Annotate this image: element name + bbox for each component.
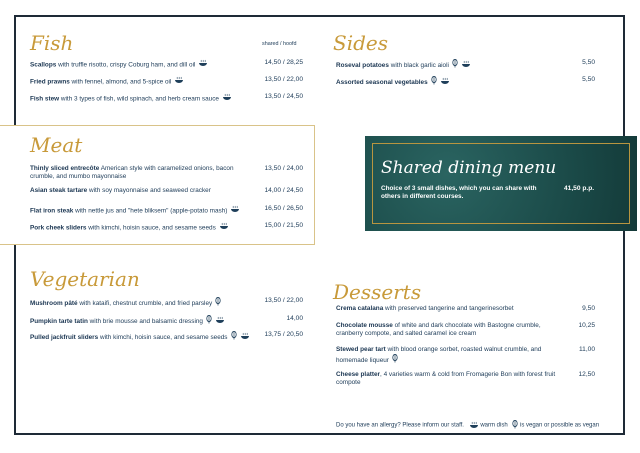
dish-name: Fried prawns <box>30 78 70 86</box>
dish-price: 13,50 / 22,00 <box>264 76 303 83</box>
allergy-text: Do you have an allergy? Please inform our staff. <box>336 422 464 429</box>
dish-name: Pulled jackfruit sliders <box>30 333 99 341</box>
sides-item <box>336 76 566 88</box>
sides-heading: Sides <box>333 31 388 55</box>
dish-description: with blood orange sorbet, roasted walnut crumble, and homemade liqueur <box>336 346 542 364</box>
dish-name: Fish stew <box>30 95 60 103</box>
vegetarian-item <box>30 331 250 343</box>
dish-price: 5,50 <box>582 76 595 83</box>
dish-description: of white and dark chocolate with Bastogne crumble, cranberry compote, and salted caramel ice cream <box>336 322 541 338</box>
dish-price: 16,50 / 26,50 <box>264 205 303 212</box>
vegan-leaf-icon <box>392 354 398 366</box>
fish-heading: Fish <box>30 31 74 55</box>
dish-price: 13,50 / 24,00 <box>264 165 303 172</box>
warm-dish-icon <box>440 77 450 88</box>
dish-name: Stewed pear tart <box>336 346 386 353</box>
vegan-leaf-icon <box>452 59 458 71</box>
meat-item <box>30 222 258 233</box>
warm-dish-icon <box>174 76 184 87</box>
vegetarian-section <box>30 268 140 290</box>
meat-heading: Meat <box>30 133 83 157</box>
dish-name: Flat iron steak <box>30 207 74 215</box>
dish-description: with nettle jus and "hete bliksem" (apple-potato mash) <box>73 207 228 215</box>
dish-description: with kimchi, hoisin sauce, and sesame seeds <box>98 333 228 341</box>
dish-description: with preserved tangerine and tangerinesorbet <box>383 305 514 312</box>
dish-price: 12,50 <box>578 371 595 378</box>
dish-name: Cheese platter <box>336 371 381 378</box>
dish-description: with 3 types of fish, wild spinach, and herb cream sauce <box>59 95 219 103</box>
dish-name: Asian steak tartare <box>30 187 88 194</box>
dish-name: Thinly sliced entrecôte <box>30 165 100 172</box>
dish-name: Pumpkin tarte tatin <box>30 317 88 325</box>
vegan-leaf-icon <box>512 420 518 431</box>
vegan-leaf-icon <box>431 76 437 88</box>
dish-description: with brie mousse and balsamic dressing <box>87 317 203 325</box>
desserts-item <box>336 305 564 313</box>
dish-description: , 4 varieties warm & cold from Fromagerie Bon with forest fruit compote <box>336 371 556 387</box>
dish-name: Mushroom pâté <box>30 299 78 307</box>
vegan-leaf-icon <box>215 297 221 309</box>
desserts-section <box>333 281 421 303</box>
dish-price: 13,50 / 24,50 <box>264 93 303 100</box>
vegan-leaf-icon <box>231 331 237 343</box>
fish-item <box>30 76 250 87</box>
vegan-leaf-icon <box>206 315 212 327</box>
dish-price: 15,00 / 21,50 <box>264 222 303 229</box>
dish-price: 10,25 <box>578 322 595 329</box>
dish-name: Assorted seasonal vegetables <box>336 78 428 86</box>
vegetarian-heading: Vegetarian <box>30 267 140 291</box>
vegan-label: is vegan or possible as vegan <box>520 422 600 429</box>
dish-price: 11,00 <box>578 346 595 353</box>
warm-dish-icon <box>469 421 479 431</box>
warm-dish-icon <box>461 60 471 71</box>
meat-item <box>30 187 258 195</box>
meat-item <box>30 165 258 181</box>
dish-name: Scallops <box>30 61 57 69</box>
dish-price: 14,50 / 28,25 <box>264 59 303 66</box>
dish-description: with black garlic aioli <box>388 61 449 69</box>
dish-name: Pork cheek sliders <box>30 224 87 232</box>
fish-price-header: shared / hoofd <box>262 41 297 47</box>
fish-section <box>30 32 73 54</box>
dish-price: 9,50 <box>582 305 595 312</box>
shared-dining-panel <box>365 136 637 231</box>
meat-section <box>30 134 82 156</box>
shared-dining-price: 41,50 p.p. <box>564 185 595 192</box>
warm-dish-icon <box>198 59 208 70</box>
dish-price: 13,50 / 22,00 <box>264 297 303 304</box>
vegetarian-item <box>30 297 250 309</box>
dish-name: Roseval potatoes <box>336 61 389 69</box>
dish-description: with kataifi, chestnut crumble, and fried parsley <box>77 299 213 307</box>
warm-dish-label: warm dish <box>480 422 508 429</box>
meat-item <box>30 205 258 216</box>
dish-description: American style with caramelized onions, bacon crumble, and mumbo mayonnaise <box>30 165 234 181</box>
warm-dish-icon <box>222 93 232 104</box>
dish-price: 13,75 / 20,50 <box>264 331 303 338</box>
dish-price: 14,00 / 24,50 <box>264 187 303 194</box>
dish-name: Chocolate mousse <box>336 322 393 329</box>
vegetarian-item <box>30 315 250 327</box>
desserts-item <box>336 322 564 338</box>
warm-dish-icon <box>215 316 225 327</box>
allergy-note <box>336 420 599 431</box>
warm-dish-icon <box>240 332 250 343</box>
fish-item <box>30 93 250 104</box>
desserts-heading: Desserts <box>333 280 422 304</box>
warm-dish-icon <box>219 222 229 233</box>
dish-description: with fennel, almond, and 5-spice oil <box>69 78 172 86</box>
dish-name: Crema catalana <box>336 305 384 312</box>
dish-price: 5,50 <box>582 59 595 66</box>
fish-item <box>30 59 250 70</box>
sides-item <box>336 59 566 71</box>
dish-price: 14,00 <box>286 315 303 322</box>
shared-dining-title: Shared dining menu <box>381 158 557 178</box>
shared-dining-desc: Choice of 3 small dishes, which you can share with others in different courses. <box>381 185 537 201</box>
dish-description: with kimchi, hoisin sauce, and sesame seeds <box>86 224 216 232</box>
desserts-item <box>336 346 564 366</box>
dish-description: with truffle risotto, crispy Coburg ham, and dill oil <box>56 61 196 69</box>
sides-section <box>333 32 388 54</box>
shared-dining-border <box>372 143 630 224</box>
dish-description: with soy mayonnaise and seaweed cracker <box>87 187 211 194</box>
warm-dish-icon <box>230 205 240 216</box>
desserts-item <box>336 371 564 387</box>
